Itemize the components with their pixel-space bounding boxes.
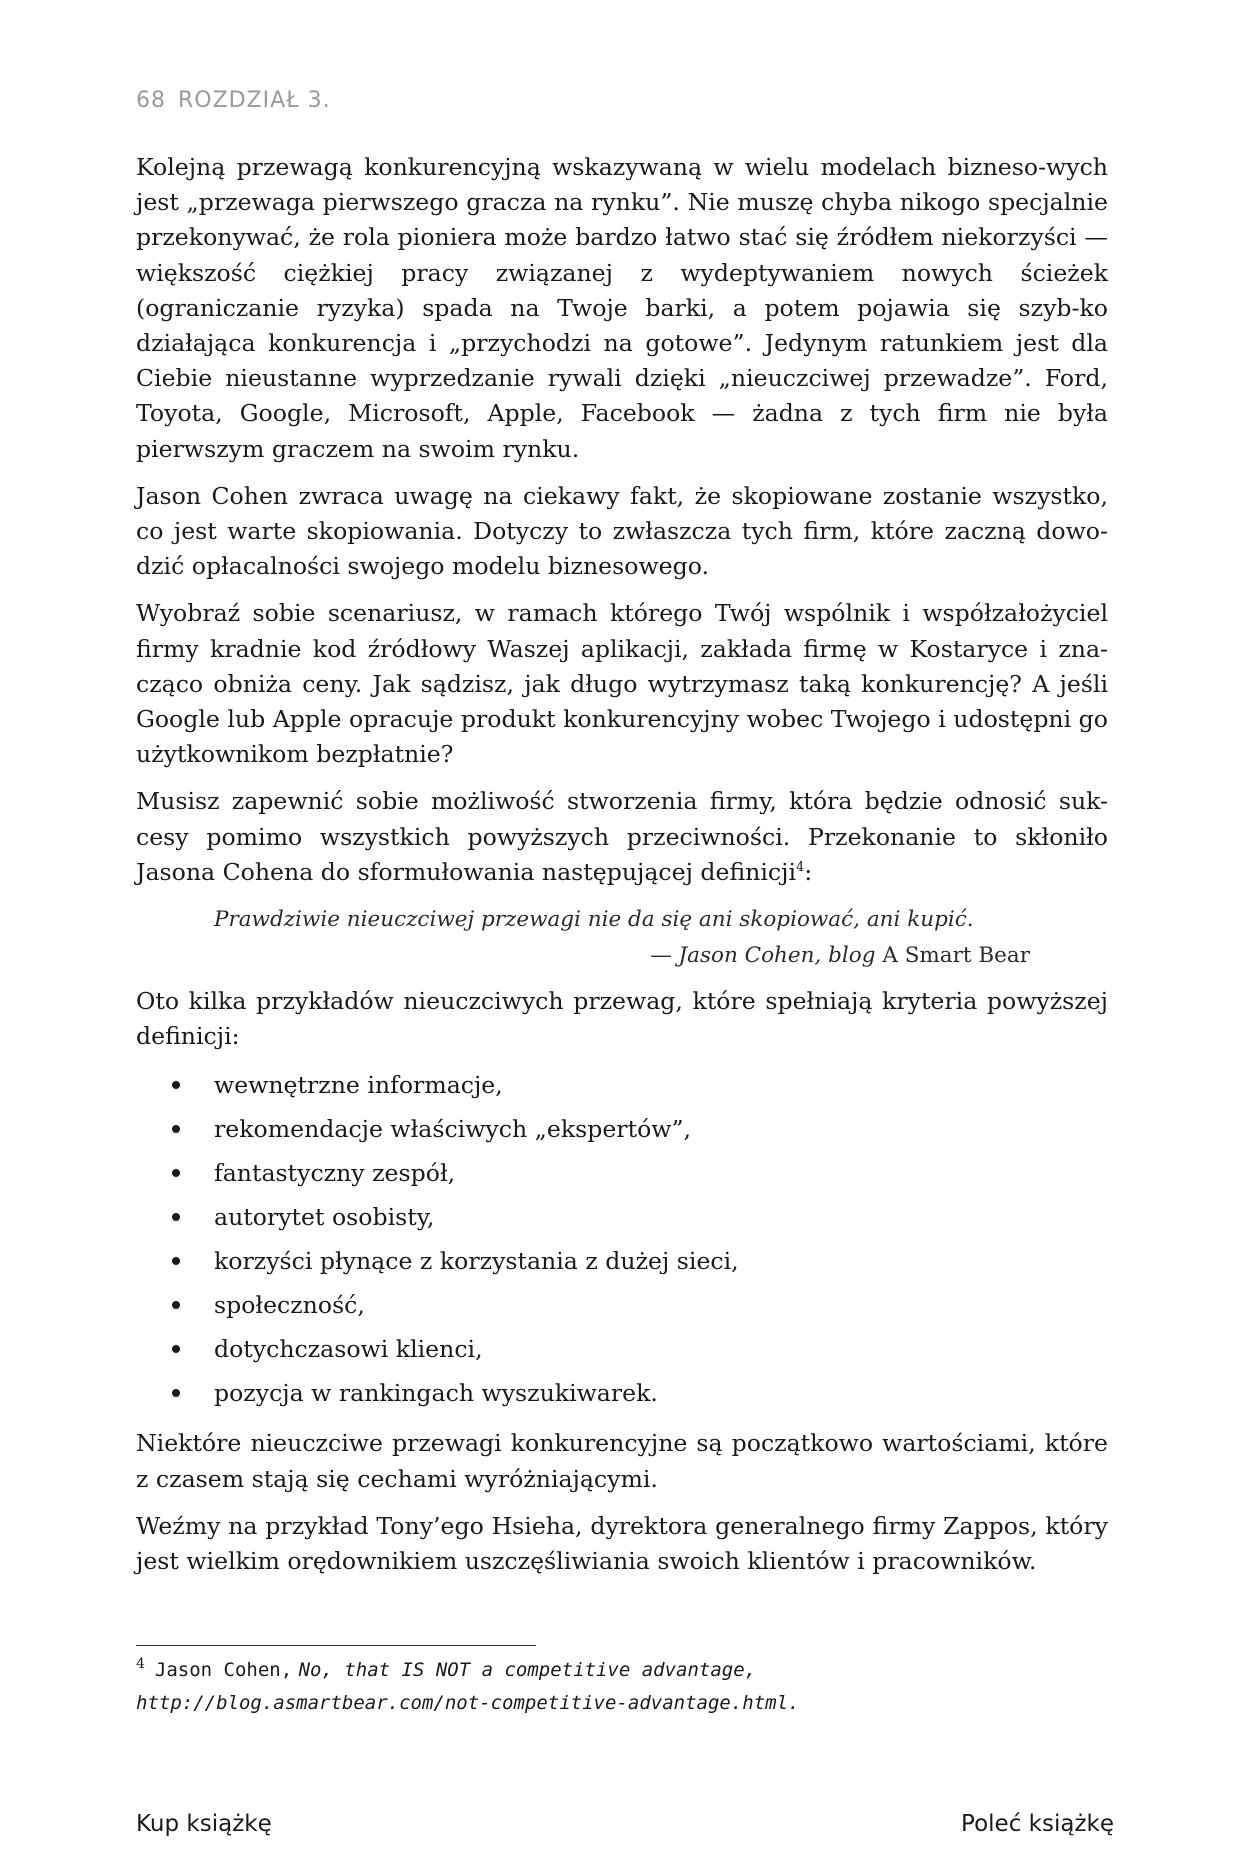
footnote-url[interactable]: http://blog.asmartbear.com/not-competitive-advantage.html. xyxy=(136,1692,800,1714)
list-item: autorytet osobisty, xyxy=(136,1198,1108,1242)
paragraph-definition-text: Musisz zapewnić sobie możliwość stworzenia firmy, która będzie odnosić suk-cesy pomimo wszystkich powyższych przeciwności. Przekonanie to skłoniło Jasona Cohena do sformułowania następującej definicji xyxy=(136,787,1108,886)
bullet-icon xyxy=(172,1389,180,1397)
list-item: dotychczasowi klienci, xyxy=(136,1330,1108,1374)
list-item: rekomendacje właściwych „ekspertów”, xyxy=(136,1110,1108,1154)
bullet-icon xyxy=(172,1169,180,1177)
paragraph-definition-tail: : xyxy=(804,857,813,886)
bullet-icon xyxy=(172,1213,180,1221)
page-number: 68 xyxy=(136,88,166,113)
list-item: fantastyczny zespół, xyxy=(136,1154,1108,1198)
paragraph-values: Niektóre nieuczciwe przewagi konkurencyjne są początkowo wartościami, które z czasem stają się cechami wyróżniającymi. xyxy=(136,1429,1108,1493)
list-item: pozycja w rankingach wyszukiwarek. xyxy=(136,1374,1108,1418)
bullet-icon xyxy=(172,1081,180,1089)
quote-text: Prawdziwie nieuczciwej przewagi nie da się ani skopiować, ani kupić. xyxy=(214,907,974,933)
buy-book-link[interactable]: Kup książkę xyxy=(136,1811,272,1837)
body-text xyxy=(136,150,1108,1591)
paragraph-first-mover: Kolejną przewagą konkurencyjną wskazywaną w wielu modelach bizneso-wych jest „przewaga pierwszego gracza na rynku”. Nie muszę chyba nikogo specjalnie przekonywać, że rola pioniera może bardzo łatwo stać się źródłem niekorzyści — większość ciężkiej pracy związanej z wydeptywaniem nowych ścieżek (ograniczanie ryzyka) spada na Twoje barki, a potem pojawia się szyb-ko działająca konkurencja i „przychodzi na gotowe”. Jedynym ratunkiem jest dla Ciebie nieustanne wyprzedzanie rywali dzięki „nieuczciwej przewadze”. Ford, Toyota, Google, Microsoft, Apple, Facebook — żadna z tych firm nie była pierwszym graczem na swoim rynku. xyxy=(136,153,1108,463)
list-item: wewnętrzne informacje, xyxy=(136,1066,1108,1110)
list-item: korzyści płynące z korzystania z dużej sieci, xyxy=(136,1242,1108,1286)
bullet-icon xyxy=(172,1257,180,1265)
advantages-list xyxy=(136,1066,1108,1418)
paragraph-copying: Jason Cohen zwraca uwagę na ciekawy fakt, że skopiowane zostanie wszystko, co jest warte skopiowania. Dotyczy to zwłaszcza tych firm, które zaczną dowo-dzić opłacalności swojego modelu biznesowego. xyxy=(136,481,1108,581)
footnote-divider xyxy=(136,1645,536,1646)
recommend-book-link[interactable]: Poleć książkę xyxy=(961,1811,1114,1837)
bullet-icon xyxy=(172,1345,180,1353)
bullet-icon xyxy=(172,1301,180,1309)
bullet-icon xyxy=(172,1125,180,1133)
footnote-author: Jason Cohen, xyxy=(154,1659,293,1681)
quote-author: — Jason Cohen, blog xyxy=(650,943,876,969)
blockquote xyxy=(214,902,1030,974)
list-intro: Oto kilka przykładów nieuczciwych przewag, które spełniają kryteria powyższej definicji: xyxy=(136,987,1108,1051)
footnote xyxy=(136,1653,1108,1719)
footnote-title: No, that IS NOT a competitive advantage, xyxy=(298,1659,757,1681)
footnote-reference: 4 xyxy=(796,860,805,875)
list-item: społeczność, xyxy=(136,1286,1108,1330)
running-head xyxy=(136,88,331,113)
paragraph-zappos: Weźmy na przykład Tony’ego Hsieha, dyrektora generalnego firmy Zappos, który jest wielkim orędownikiem uszczęśliwiania swoich klientów i pracowników. xyxy=(136,1511,1108,1576)
paragraph-definition xyxy=(136,784,1108,890)
footnote-number: 4 xyxy=(136,1656,145,1673)
quote-attribution xyxy=(214,938,1030,974)
quote-source: A Smart Bear xyxy=(882,943,1030,969)
paragraph-scenario: Wyobraź sobie scenariusz, w ramach którego Twój wspólnik i współzałożyciel firmy kradnie kod źródłowy Waszej aplikacji, zakłada firmę w Kostaryce i zna-cząco obniża ceny. Jak sądzisz, jak długo wytrzymasz taką konkurencję? A jeśli Google lub Apple opracuje produkt konkurencyjny wobec Twojego i udostępni go użytkownikom bezpłatnie? xyxy=(136,599,1108,769)
chapter-title: ROZDZIAŁ 3. xyxy=(178,88,331,113)
